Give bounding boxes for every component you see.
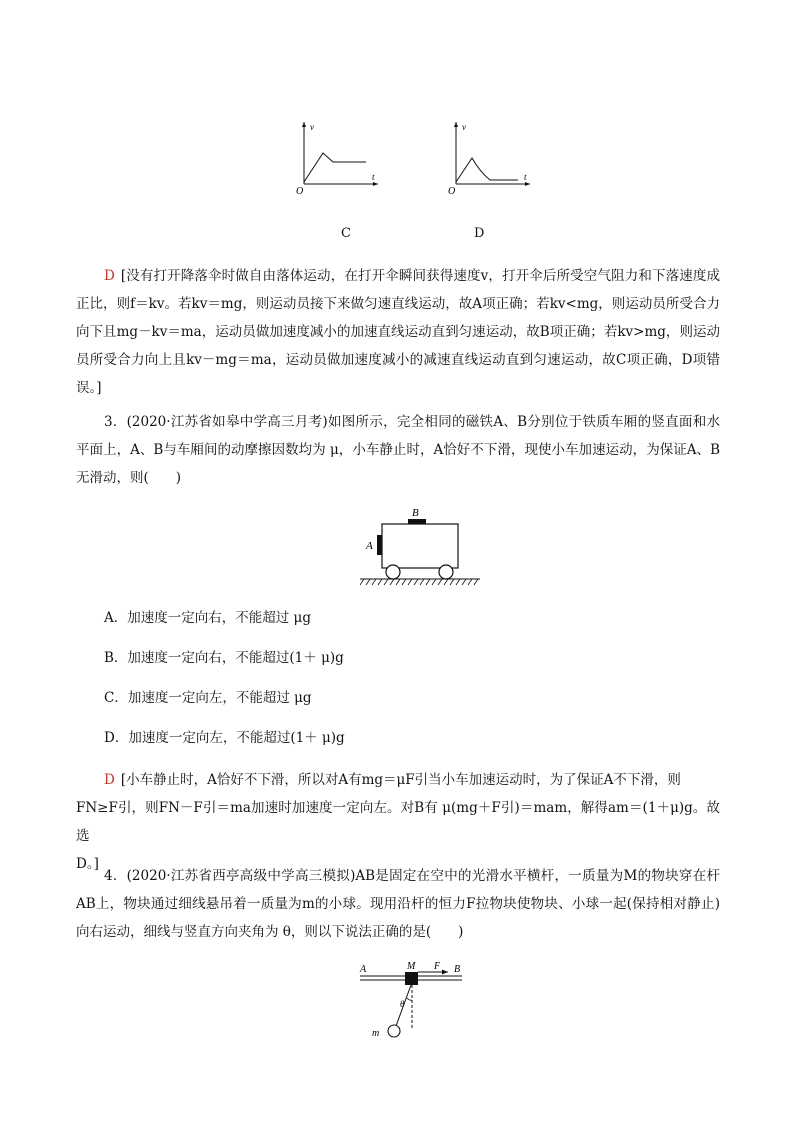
graph-d-axis-v: v xyxy=(462,122,466,132)
q3-answer-line3: D。] xyxy=(76,856,99,872)
q3-option-b: B．加速度一定向右，不能超过(1＋ μ)g xyxy=(104,650,344,666)
q3-option-d: D．加速度一定向左，不能超过(1＋ μ)g xyxy=(104,730,345,746)
graph-c-origin: O xyxy=(296,186,304,197)
q4-fig-label-m-upper: M xyxy=(407,961,416,972)
graph-c-axis-v: v xyxy=(310,122,314,132)
q4-fig-label-f: F xyxy=(434,961,441,972)
graph-d-origin: O xyxy=(448,186,456,197)
q4-rod-figure xyxy=(356,958,468,1042)
q2-answer-letter: D xyxy=(104,268,115,284)
graph-d-curve xyxy=(456,158,518,182)
q3-answer-line2: FN≥F引，则FN－F引＝ma加速时加速度一定向左。对B有 μ(mg＋F引)＝mam，解得am＝(1＋μ)g。故选 xyxy=(76,800,720,844)
q4-fig-label-b: B xyxy=(454,964,461,975)
q3-answer-line1: [小车静止时，A恰好不下滑，所以对A有mg＝μF引当小车加速运动时，为了保证A不下滑，则 xyxy=(120,772,681,788)
ball-m xyxy=(388,1025,400,1037)
q4-fig-label-theta: θ xyxy=(400,999,405,1009)
graph-c-caption: C xyxy=(341,226,351,241)
q2-answer xyxy=(76,262,720,402)
q4-stem: 4．(2020·江苏省西亭高级中学高三模拟)AB是固定在空中的光滑水平横杆，一质量为M的物块穿在杆AB上，物块通过细线悬吊着一质量为m的小球。现用沿杆的恒力F拉物块使物块、小球一起(保持相对静止)向右运动，细线与竖直方向夹角为 θ，则以下说法正确的是( ) xyxy=(76,868,720,940)
graph-c-curve xyxy=(304,153,366,182)
graph-d-caption: D xyxy=(474,226,485,241)
graph-c xyxy=(290,118,382,198)
graph-d xyxy=(442,118,534,198)
q2-answer-text: [没有打开降落伞时做自由落体运动，在打开伞瞬间获得速度v，打开伞后所受空气阻力和下落速度成正比，则f＝kv。若kv＝mg，则运动员接下来做匀速直线运动，故A项正确；若kv<mg，则运动员所受合力向下且mg－kv＝ma，运动员做加速度减小的加速直线运动直到匀速运动，故B项正确；若kv>mg，则运动员所受合力向上且kv－mg＝ma，运动员做加速度减小的减速直线运动直到匀速运动，故C项正确，D项错误。] xyxy=(76,268,720,396)
q3-stem: 3．(2020·江苏省如皋中学高三月考)如图所示，完全相同的磁铁A、B分别位于铁质车厢的竖直面和水平面上，A、B与车厢间的动摩擦因数均为 μ，小车静止时，A恰好不下滑，现使小车加速运动，为保证A、B无滑动，则( ) xyxy=(76,414,720,486)
graph-d-axis-t: t xyxy=(524,172,527,182)
graph-c-axis-t: t xyxy=(372,172,375,182)
wheel-left xyxy=(386,565,400,579)
q4-fig-label-m-lower: m xyxy=(372,1028,380,1039)
q3-option-a: A．加速度一定向右，不能超过 μg xyxy=(104,610,311,626)
magnet-a xyxy=(377,535,382,555)
q3-option-c: C．加速度一定向左，不能超过 μg xyxy=(104,690,312,706)
q3-fig-label-a: A xyxy=(366,540,373,552)
q4-fig-label-a: A xyxy=(360,964,367,975)
wheel-right xyxy=(439,565,453,579)
magnet-b xyxy=(408,519,426,524)
q3-answer xyxy=(76,766,720,794)
q3-cart-figure xyxy=(360,505,480,590)
block-m xyxy=(405,972,418,985)
q3-answer-letter: D xyxy=(104,772,115,788)
q3-fig-label-b: B xyxy=(412,507,419,519)
